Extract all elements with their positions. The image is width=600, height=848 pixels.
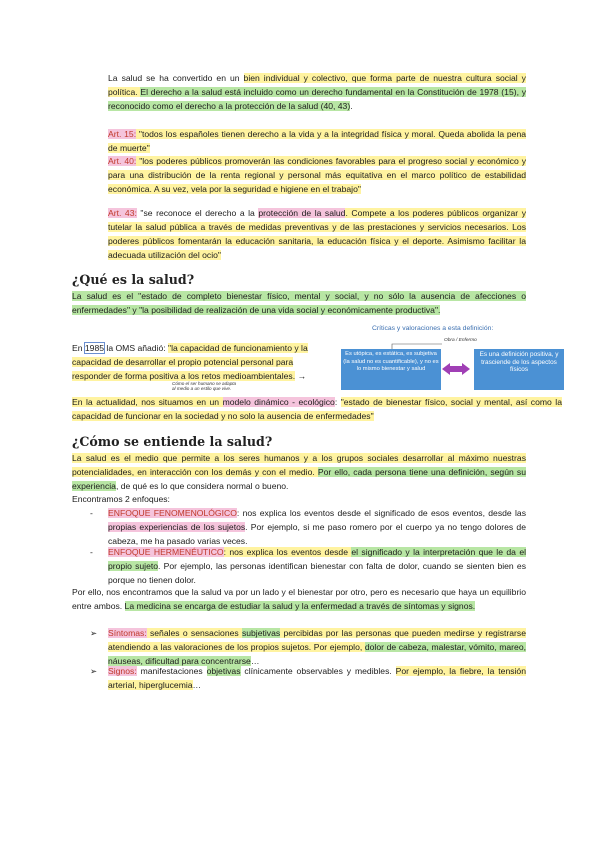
handwritten-note [172,381,236,391]
arrow-bullet-icon: ➢ [90,628,98,638]
bullet-mark: - [90,508,93,518]
year-1985: 1985 [84,343,105,353]
sintomas-text: señales o sensaciones [146,628,242,638]
article-text: . Compete a los poderes públicos organizar y tutelar la salud pública a través de medidas preventivas y de las prestaciones y servicios necesarios. Los poderes públicos fomentarán la educación sanitaria, la educación física y el deporte. Asimismo facilitar la adecuada utilización del ocio" [108,208,527,260]
intro-paragraph [108,72,526,114]
intro-text: La salud se ha convertido en un [108,73,244,83]
bullet-sintomas [90,627,526,669]
handwritten-line: al medio a un estilo que vive. [172,386,232,391]
highlight-text: Por ejemplo, la fiebre, la tensión arterial, hiperglucemia [108,666,526,690]
sintomas-label: Síntomas: [108,628,147,638]
bullet-signos [90,665,526,693]
intro-text: , que forma parte de nuestra cultura social y política. [108,73,526,97]
article-label: Art. 40: [108,156,137,166]
equilibrio-text: Por ello, nos encontramos que la salud va por un lado y el bienestar por otro, pero es necesario que haya un equilibrio entre ambos. [72,587,526,611]
section-heading-que-es: ¿Qué es la salud? [72,272,195,287]
medio-paragraph [72,452,526,494]
highlight-text: el significado y la interpretación que le da el propio sujeto [108,547,527,571]
critica-box: Es utópica, es estática, es subjetiva (la salud no es cuantificable), y no es lo mismo bienestar y salud [341,349,441,390]
definition-paragraph [72,290,526,318]
highlight-text: La salud es el medio que permite a los seres humanos y a los grupos sociales desarrollar al máximo nuestras potencialidades, en interacción con los demás y con el medio. [72,453,526,477]
figure-title: Críticas y valoraciones a esta definición: [372,325,494,332]
oms-text: En [72,343,85,353]
valoracion-box: Es una definición positiva, y trasciende de los aspectos físicos [474,349,564,390]
enfoque-text: : nos explica los eventos desde el significado de esos eventos, desde las [236,508,526,518]
bullet-fenomenologico [90,507,526,549]
handwritten-line: Cómo el ser humano se adapta [172,381,237,386]
highlight-text: dolor de cabeza, malestar, vómito, mareo, náuseas, dificultad para concentrarse [108,641,526,666]
section-heading-como-se-entiende: ¿Cómo se entiende la salud? [72,434,273,449]
article-text: "los poderes públicos promoverán las condiciones favorables para el progreso social y económico y para una distribución de la renta regional y personal más equitativa en el marco político de estabilidad económica. A su vez, vela por la seguridad e higiene en el trabajo" [108,156,526,194]
highlight-text: La salud es el "estado de completo bienestar físico, mental y social, y no sólo la ausencia de afecciones o enfermedades" y "la posibilidad de realización de una vida social y económicamente productiva". [72,291,526,315]
article-text: "todos los españoles tienen derecho a la vida y a la integridad física y moral. Queda abolida la pena de muerte" [108,129,527,153]
bullet-text [108,546,526,588]
signos-text: manifestaciones [136,666,207,676]
bullet-hermeneutico [90,546,526,588]
signos-label: Signos: [108,666,137,676]
actual-paragraph [72,396,562,424]
bullet-text [108,507,526,549]
sintomas-text: percibidas por las personas que pueden medirse y registrarse atendiendo a las valoraciones de los propios sujetos. Por ejemplo, [108,628,526,652]
enfoque-text: : nos explica los eventos desde [223,547,352,557]
medio-text: , de qué es lo que considera normal o bueno. [115,480,289,491]
highlight-text: objetivas [206,666,241,676]
highlight-text: modelo dinámico - ecológico [222,397,335,407]
highlight-text: protección de la salud [258,208,346,218]
article-text: "se reconoce el derecho a la [136,208,259,218]
highlight-text: subjetivas [241,628,281,638]
actual-text: : [334,397,341,407]
highlight-text: Por ello, cada persona tiene una definición, según su experiencia [72,466,526,491]
article-label: Art. 15: [108,129,137,139]
article-label: Art. 43: [108,208,137,218]
oms-paragraph [72,342,334,384]
enfoques-intro: Encontramos 2 enfoques: [72,494,170,504]
actual-text: En la actualidad, nos situamos en un [72,397,223,407]
article-40 [108,155,526,197]
article-15 [108,128,526,156]
bullet-text [108,627,526,669]
ellipsis: … [250,655,260,666]
arrow-icon: → [295,370,307,381]
oms-text: la OMS añadió: [104,343,169,353]
highlight-text: El derecho a la salud está incluido como un derecho fundamental en la Constitución de 1978 (15), y reconocido como el derecho a la protección de la salud (40, 43) [108,86,526,111]
ellipsis: … [192,679,202,690]
enfoque-label: ENFOQUE HERMENÉUTICO [108,547,224,557]
arrow-bullet-icon: ➢ [90,666,98,676]
article-43 [108,207,526,263]
enfoque-label: ENFOQUE FENOMENOLÓGICO [108,508,237,518]
enfoque-text: . Por ejemplo, si me paso romero por el cuerpo ya no tengo dolores de cabeza, me ha pasado varias veces. [108,521,526,546]
bullet-mark: - [90,547,93,557]
highlight-text: "estado de bienestar físico, social y mental, así como la capacidad de funcionar en la sociedad y no solo la ausencia de enfermedades" [72,397,562,421]
enfoque-text: . Por ejemplo, las personas identifican bienestar con falta de dolor, cuando se sienten bien es porque no tienen dolor. [108,560,526,585]
highlight-text: "la capacidad de funcionamiento y la capacidad de desarrollar el propio potencial personal para responder de forma positiva a los retos medioambientales. [72,343,308,381]
signos-text: clínicamente observables y medibles. [240,666,396,676]
highlight-text: propias experiencias de los sujetos [108,521,246,532]
highlight-text: bien individual y colectivo [243,73,346,83]
highlight-text: La medicina se encarga de estudiar la salud y la enfermedad a través de síntomas y signos. [124,600,476,611]
bullet-text [108,665,526,693]
equilibrio-paragraph [72,586,526,614]
double-arrow-icon [442,363,470,375]
intro-text: . [350,100,353,111]
figure-note: Obra / Enfermo [444,338,477,343]
